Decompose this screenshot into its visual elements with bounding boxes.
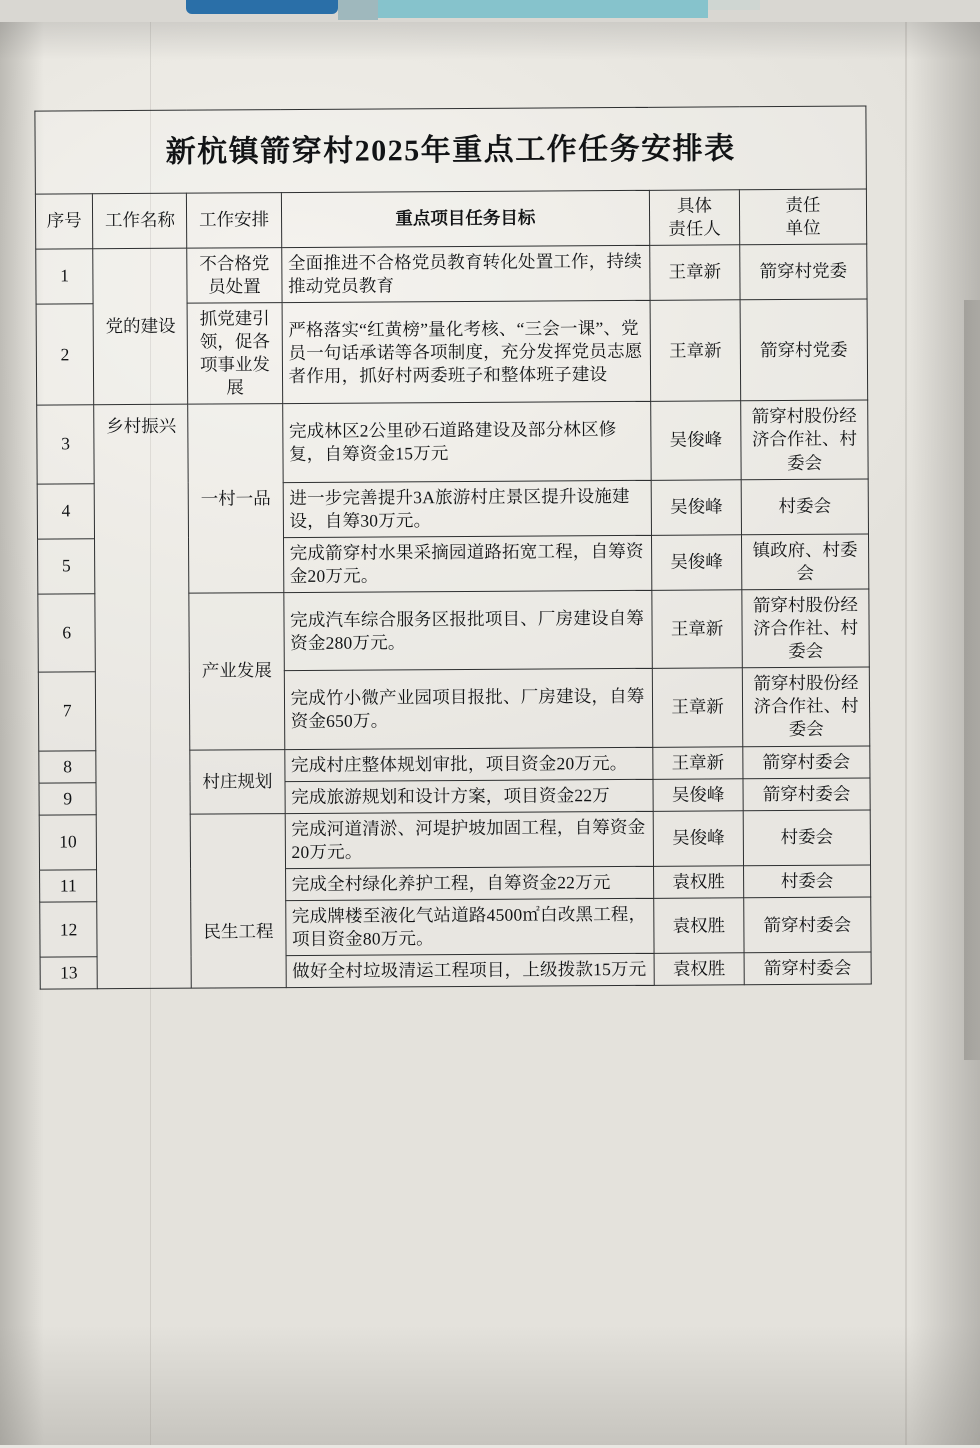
cell-seq: 10 xyxy=(39,814,97,870)
cell-goal: 完成林区2公里砂石道路建设及部分林区修复，自筹资金15万元 xyxy=(282,402,651,483)
cell-person: 王章新 xyxy=(652,668,743,747)
cell-goal: 严格落实“红黄榜”量化考核、“三会一课”、党员一句话承诺等各项制度，充分发挥党员志愿者作用，抓好村两委班子和整体班子建设 xyxy=(282,300,651,404)
cell-person: 袁权胜 xyxy=(653,866,743,899)
column-header-unit xyxy=(739,189,866,245)
cell-seq: 5 xyxy=(38,539,96,595)
cell-person: 吴俊峰 xyxy=(653,811,743,867)
cell-seq: 9 xyxy=(39,782,96,814)
cell-goal: 完成河道清淤、河堤护坡加固工程，自筹资金20万元。 xyxy=(285,811,654,868)
column-header-seq: 序号 xyxy=(35,193,93,249)
cell-group-rural-revitalization: 乡村振兴 xyxy=(94,404,192,989)
column-header-person xyxy=(649,189,739,245)
cell-goal: 完成村庄整体规划审批，项目资金20万元。 xyxy=(284,747,653,781)
cell-unit: 箭穿村委会 xyxy=(743,746,870,779)
cell-arrangement: 村庄规划 xyxy=(190,749,285,814)
column-header-person-line1: 具体 xyxy=(676,195,713,216)
cell-person: 袁权胜 xyxy=(654,898,744,954)
cell-seq: 4 xyxy=(37,483,95,539)
column-header-work-name: 工作名称 xyxy=(93,193,187,249)
cell-seq: 13 xyxy=(40,957,97,989)
cell-seq: 7 xyxy=(38,672,96,751)
cell-goal: 完成牌楼至液化气站道路4500㎡白改黑工程，项目资金80万元。 xyxy=(285,898,654,955)
task-table-container xyxy=(34,106,871,990)
cell-goal: 完成竹小微产业园项目报批、厂房建设，自筹资金650万。 xyxy=(284,669,653,750)
table-row xyxy=(36,244,867,304)
cell-goal: 完成箭穿村水果采摘园道路拓宽工程，自筹资金20万元。 xyxy=(283,535,652,592)
cell-unit: 箭穿村股份经济合作社、村委会 xyxy=(741,400,868,479)
cell-seq: 3 xyxy=(37,405,95,484)
cell-person: 王章新 xyxy=(650,300,741,402)
cell-arrangement: 抓党建引领，促各项事业发展 xyxy=(188,303,283,405)
task-table xyxy=(34,106,871,990)
cell-goal: 做好全村垃圾清运工程项目，上级拨款15万元 xyxy=(286,954,655,988)
table-title-row xyxy=(35,106,866,194)
cell-seq: 8 xyxy=(39,750,96,782)
cell-unit: 箭穿村股份经济合作社、村委会 xyxy=(742,667,869,746)
cell-person: 吴俊峰 xyxy=(651,401,742,480)
cell-unit: 箭穿村委会 xyxy=(744,897,871,953)
table-row xyxy=(37,400,868,483)
cell-unit: 村委会 xyxy=(744,865,871,898)
cell-person: 吴俊峰 xyxy=(653,778,743,811)
cell-person: 袁权胜 xyxy=(654,953,744,986)
cell-goal: 进一步完善提升3A旅游村庄景区提升设施建设，自筹30万元。 xyxy=(283,480,652,537)
cell-person: 王章新 xyxy=(650,245,740,301)
column-header-unit-line1: 责任 xyxy=(785,194,821,215)
cell-seq: 2 xyxy=(36,304,94,406)
cell-person: 王章新 xyxy=(652,590,743,669)
cell-goal: 完成全村绿化养护工程，自筹资金22万元 xyxy=(285,866,654,900)
cell-goal: 全面推进不合格党员教育转化处置工作，持续推动党员教育 xyxy=(281,245,650,302)
column-header-work-arrangement: 工作安排 xyxy=(187,192,281,248)
cell-unit: 镇政府、村委会 xyxy=(742,534,869,590)
cell-unit: 村委会 xyxy=(743,810,870,866)
cell-goal: 完成旅游规划和设计方案，项目资金22万 xyxy=(285,779,654,813)
cell-group-party-building: 党的建设 xyxy=(93,248,188,405)
cell-unit: 箭穿村委会 xyxy=(743,778,870,811)
cell-seq: 1 xyxy=(36,249,94,305)
cell-arrangement: 一村一品 xyxy=(188,404,283,593)
cell-unit: 箭穿村党委 xyxy=(740,244,867,300)
cell-unit: 箭穿村委会 xyxy=(744,952,871,985)
cell-person: 吴俊峰 xyxy=(651,479,741,535)
cell-goal: 完成汽车综合服务区报批项目、厂房建设自筹资金280万元。 xyxy=(283,590,652,671)
column-header-unit-line2: 单位 xyxy=(785,217,821,238)
cell-arrangement: 不合格党员处置 xyxy=(187,247,281,303)
column-header-person-line2: 责任人 xyxy=(668,218,721,239)
column-header-goal: 重点项目任务目标 xyxy=(281,190,650,247)
cell-person: 王章新 xyxy=(653,746,743,779)
cell-person: 吴俊峰 xyxy=(651,535,741,591)
cell-seq: 11 xyxy=(40,870,97,902)
cell-arrangement: 产业发展 xyxy=(189,593,284,750)
table-header-row xyxy=(35,189,866,249)
cell-unit: 箭穿村党委 xyxy=(740,299,868,401)
cell-arrangement: 民生工程 xyxy=(191,813,286,988)
cell-seq: 6 xyxy=(38,594,96,673)
page-title: 新杭镇箭穿村2025年重点工作任务安排表 xyxy=(35,106,866,194)
cell-unit: 村委会 xyxy=(741,479,868,535)
cell-unit: 箭穿村股份经济合作社、村委会 xyxy=(742,589,869,668)
cell-seq: 12 xyxy=(40,902,98,958)
